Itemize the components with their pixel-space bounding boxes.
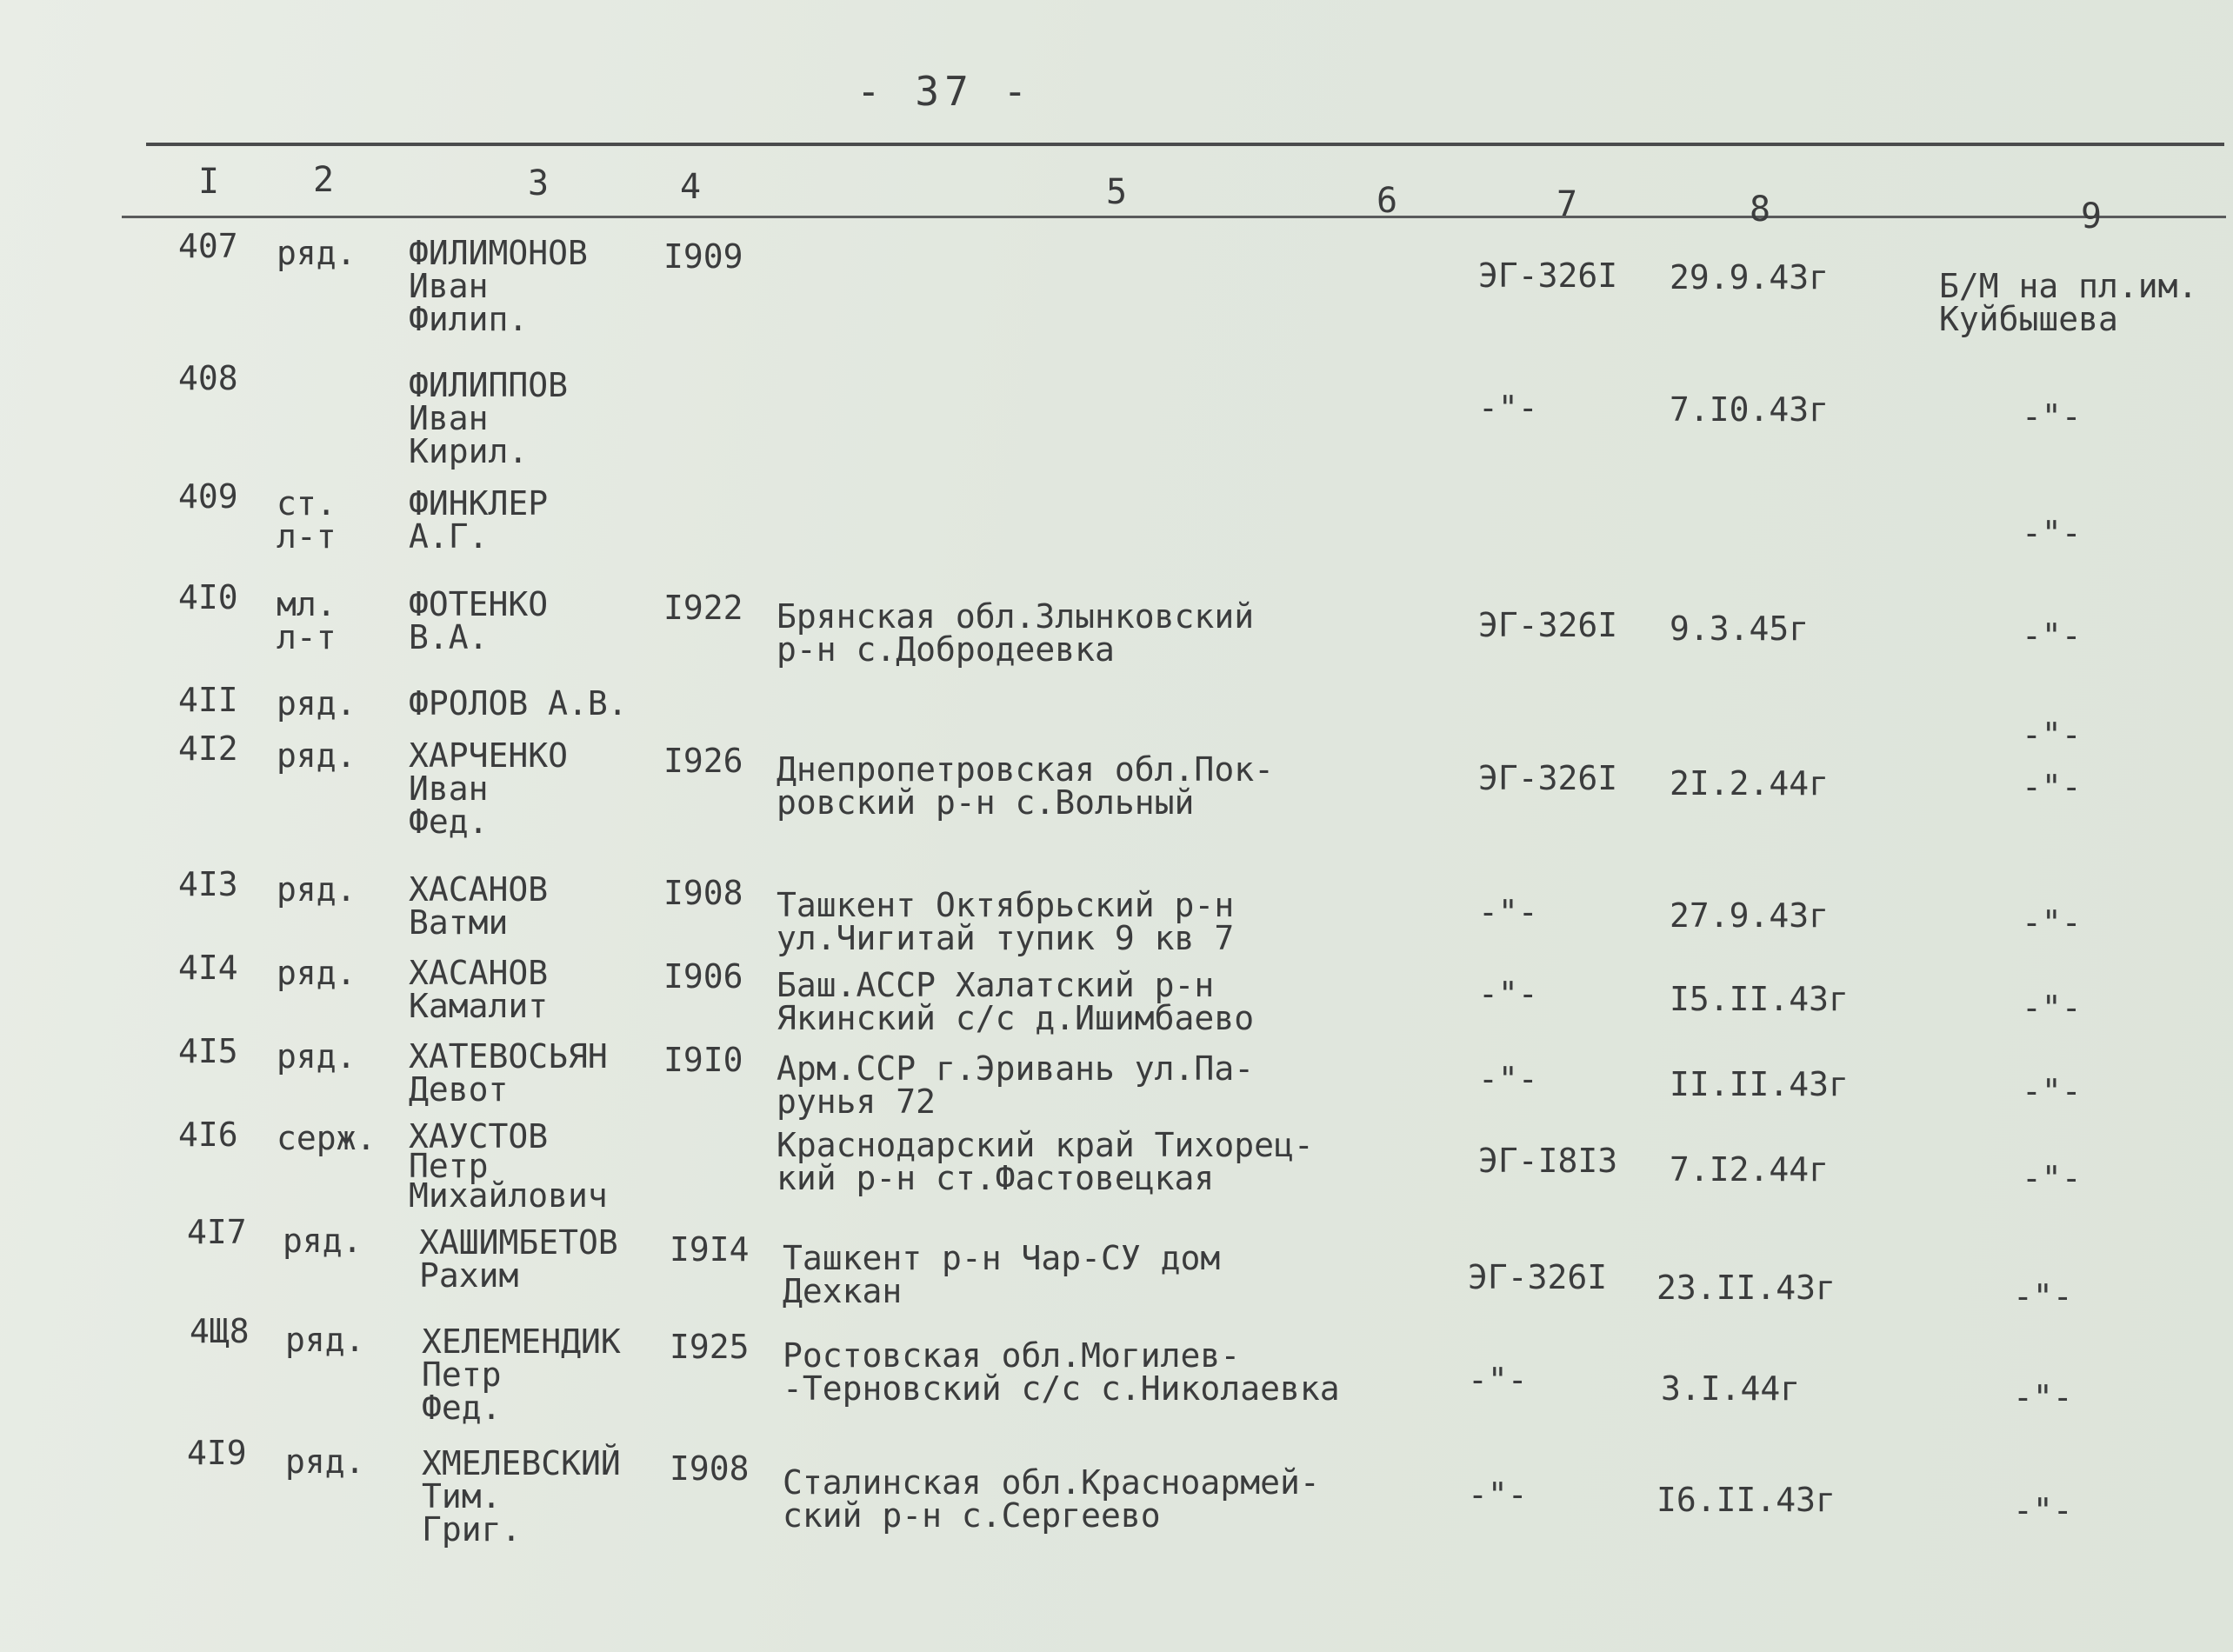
rank: ряд. (277, 1037, 357, 1076)
burial-place: -"- (2022, 397, 2082, 436)
column-number-3: 3 (528, 163, 550, 203)
burial-place: -"- (2022, 903, 2082, 942)
document-ref: -"- (1468, 1361, 1528, 1399)
name: ХАТЕВОСЬЯН Девот (409, 1037, 608, 1109)
rank: мл. л-т (277, 585, 337, 656)
birth-year: I925 (670, 1328, 750, 1366)
rank: ряд. (277, 234, 357, 272)
column-number-6: 6 (1376, 181, 1398, 221)
document-ref: -"- (1478, 893, 1538, 931)
document-ref: ЭГ-326I (1468, 1258, 1608, 1296)
column-number-9: 9 (2081, 197, 2103, 236)
name: ХЕЛЕМЕНДИК Петр Фед. (422, 1322, 621, 1427)
rank: ряд. (277, 954, 357, 992)
address: Ташкент Октябрьский р-н ул.Чигитай тупик 9 кв 7 (777, 886, 1235, 957)
address: Краснодарский край Тихорец- кий р-н ст.Фастовецкая (777, 1126, 1314, 1197)
rank: серж. (277, 1119, 377, 1157)
name: ХМЕЛЕВСКИЙ Тим. Григ. (422, 1444, 621, 1549)
name: ФОТЕНКО В.А. (409, 585, 549, 656)
address: Брянская обл.Злынковский р-н с.Добродеевка (777, 597, 1255, 669)
row-number: 4Щ8 (190, 1312, 250, 1350)
rank: ряд. (277, 684, 357, 723)
date: 23.II.43г (1656, 1269, 1836, 1307)
date: 2I.2.44г (1670, 764, 1830, 803)
address: Днепропетровская обл.Пок- ровский р-н с.Вольный (777, 750, 1274, 822)
date: 29.9.43г (1670, 258, 1830, 296)
rank: ряд. (283, 1222, 363, 1260)
document-ref: -"- (1468, 1475, 1528, 1514)
burial-place: -"- (2022, 716, 2082, 754)
rank: ряд. (285, 1442, 365, 1481)
column-number-1: I (198, 162, 220, 202)
burial-place: -"- (2022, 1159, 2082, 1197)
burial-place: -"- (2022, 1072, 2082, 1110)
name: ФИНКЛЕР А.Г. (409, 484, 549, 556)
name: ХАСАНОВ Камалит (409, 954, 549, 1025)
burial-place: Б/М на пл.им. Куйбышева (1939, 267, 2198, 338)
row-number: 409 (178, 477, 238, 516)
column-number-8: 8 (1750, 190, 1771, 230)
document-ref: -"- (1478, 1060, 1538, 1098)
birth-year: I9I4 (670, 1230, 750, 1269)
document-ref: ЭГ-326I (1478, 759, 1618, 797)
date: II.II.43г (1670, 1065, 1849, 1103)
table-top-rule (146, 143, 2224, 146)
address: Арм.ССР г.Эривань ул.Па- рунья 72 (777, 1049, 1255, 1121)
date: I5.II.43г (1670, 980, 1849, 1018)
burial-place: -"- (2022, 768, 2082, 806)
row-number: 4I4 (178, 949, 238, 987)
date: 7.I0.43г (1670, 390, 1830, 429)
burial-place: -"- (2013, 1378, 2073, 1416)
address: Баш.АССР Халатский р-н Якинский с/с д.Ишимбаево (777, 966, 1255, 1037)
burial-place: -"- (2013, 1491, 2073, 1529)
row-number: 4II (178, 681, 238, 719)
date: I6.II.43г (1656, 1481, 1836, 1519)
date: 9.3.45г (1670, 610, 1810, 648)
date: 7.I2.44г (1670, 1150, 1830, 1189)
rank: ст. л-т (277, 484, 337, 556)
birth-year: I908 (663, 874, 743, 912)
burial-place: -"- (2013, 1277, 2073, 1316)
date: 27.9.43г (1670, 896, 1830, 935)
row-number: 4I7 (187, 1213, 247, 1251)
document-ref: ЭГ-326I (1478, 256, 1618, 295)
column-number-5: 5 (1106, 172, 1128, 212)
document-ref: -"- (1478, 389, 1538, 427)
row-number: 408 (178, 359, 238, 397)
rank: ряд. (285, 1321, 365, 1359)
header-underline (122, 216, 2226, 218)
row-number: 407 (178, 227, 238, 265)
row-number: 4I0 (178, 578, 238, 616)
name: ХАСАНОВ Ватми (409, 870, 549, 942)
burial-place: -"- (2022, 514, 2082, 552)
document-ref: ЭГ-I8I3 (1478, 1142, 1618, 1180)
birth-year: I922 (663, 589, 743, 627)
birth-year: I908 (670, 1449, 750, 1488)
birth-year: I9I0 (663, 1041, 743, 1079)
column-number-2: 2 (313, 160, 335, 200)
birth-year: I926 (663, 742, 743, 780)
document-ref: ЭГ-326I (1478, 606, 1618, 644)
birth-year: I909 (663, 237, 743, 276)
address: Ташкент р-н Чар-СУ дом Дехкан (783, 1239, 1221, 1310)
address: Ростовская обл.Могилев- -Терновский с/с с.Николаевка (783, 1336, 1340, 1408)
row-number: 4I6 (178, 1116, 238, 1154)
burial-place: -"- (2022, 616, 2082, 655)
date: 3.I.44г (1661, 1369, 1801, 1408)
page-number: - 37 - (857, 68, 1033, 115)
row-number: 4I9 (187, 1434, 247, 1472)
name: ХАРЧЕНКО Иван Фед. (409, 736, 569, 841)
rank: ряд. (277, 870, 357, 909)
name: ХАШИМБЕТОВ Рахим (419, 1223, 618, 1295)
burial-place: -"- (2022, 989, 2082, 1027)
row-number: 4I5 (178, 1032, 238, 1070)
row-number: 4I2 (178, 729, 238, 768)
row-number: 4I3 (178, 865, 238, 903)
name: ФИЛИМОНОВ Иван Филип. (409, 234, 588, 338)
name: ХАУСТОВ Петр Михайлович (409, 1117, 608, 1215)
address: Сталинская обл.Красноармей- ский р-н с.Сергеево (783, 1463, 1320, 1535)
rank: ряд. (277, 736, 357, 775)
birth-year: I906 (663, 957, 743, 996)
name: ФИЛИППОВ Иван Кирил. (409, 366, 569, 470)
column-number-7: 7 (1556, 184, 1578, 224)
name: ФРОЛОВ А.В. (409, 684, 628, 723)
document-ref: -"- (1478, 975, 1538, 1013)
column-number-4: 4 (680, 167, 702, 207)
